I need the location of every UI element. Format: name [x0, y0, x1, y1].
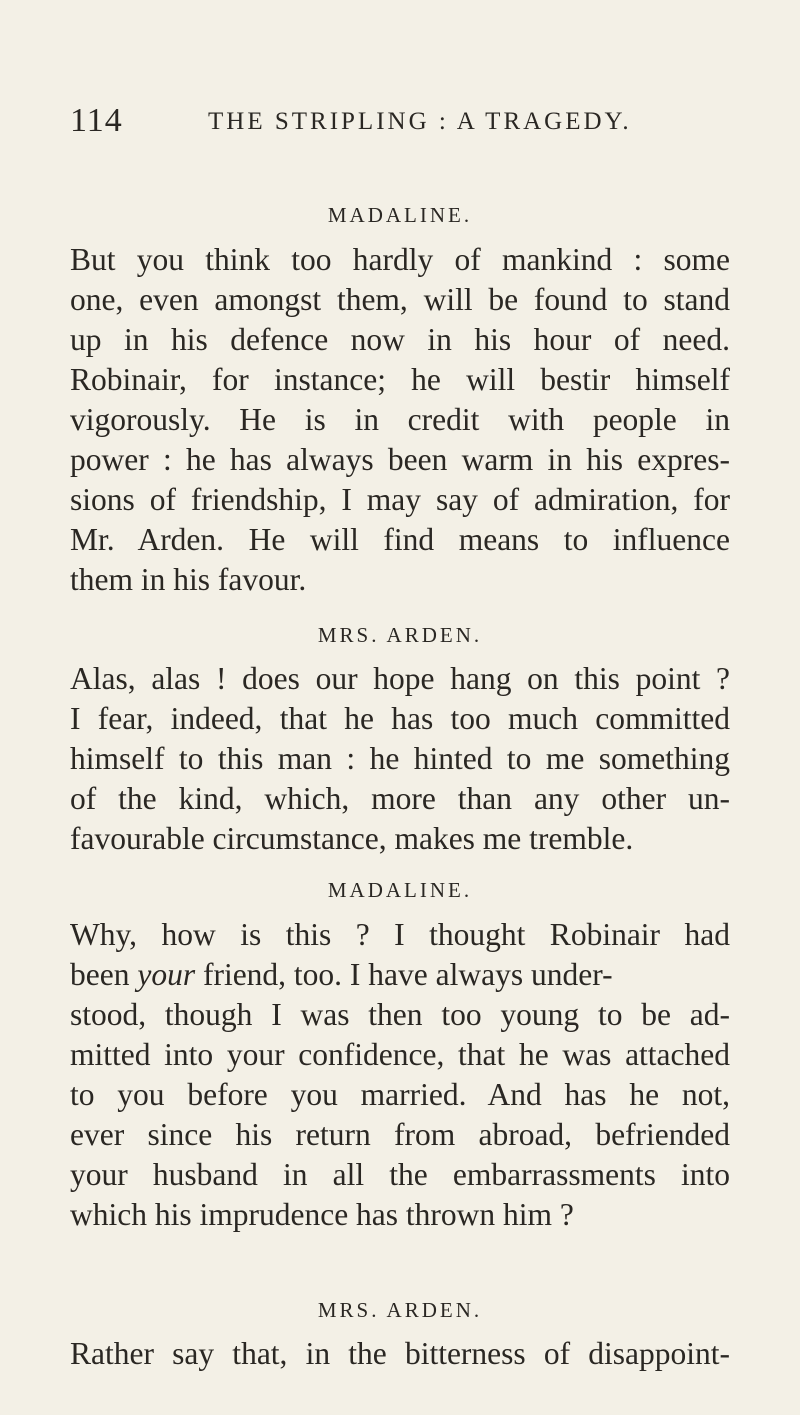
- text-line: of the kind, which, more than any other un-: [70, 781, 730, 816]
- text-line: sions of friendship, I may say of admiration, for: [70, 482, 730, 517]
- text-line: Rather say that, in the bitterness of disappoint-: [70, 1336, 730, 1371]
- text-line: I fear, indeed, that he has too much committed: [70, 701, 730, 736]
- text-line: Why, how is this ? I thought Robinair had: [70, 917, 730, 952]
- text-line: favourable circumstance, makes me tremble.: [70, 821, 634, 856]
- text-line: which his imprudence has thrown him ?: [70, 1197, 574, 1232]
- text-line: ever since his return from abroad, befriended: [70, 1117, 730, 1152]
- text-line: vigorously. He is in credit with people in: [70, 402, 730, 437]
- speaker-name: MRS. ARDEN.: [317, 1298, 483, 1322]
- text-line: stood, though I was then too young to be ad-: [70, 997, 730, 1032]
- text-segment: friend, too. I have always under-: [202, 957, 613, 992]
- page-number: 114: [70, 102, 123, 139]
- text-line: But you think too hardly of mankind : some: [70, 242, 730, 277]
- text-line: mitted into your confidence, that he was attached: [70, 1037, 730, 1072]
- text-line: Mr. Arden. He will find means to influence: [70, 522, 730, 557]
- text-line-with-emphasis: [70, 959, 730, 991]
- speaker-name: MRS. ARDEN.: [317, 623, 483, 647]
- text-line: to you before you married. And has he not,: [70, 1077, 730, 1112]
- text-line: up in his defence now in his hour of need.: [70, 322, 730, 357]
- text-line: Alas, alas ! does our hope hang on this point ?: [70, 661, 730, 696]
- speaker-name: MADALINE.: [327, 203, 473, 227]
- text-segment: been: [70, 957, 130, 992]
- emphasized-word: your: [137, 957, 196, 992]
- speaker-name: MADALINE.: [327, 878, 473, 902]
- text-line: himself to this man : he hinted to me something: [70, 741, 730, 776]
- text-line: power : he has always been warm in his expres-: [70, 442, 730, 477]
- text-line: Robinair, for instance; he will bestir himself: [70, 362, 730, 397]
- running-head: [70, 98, 730, 144]
- running-title: THE STRIPLING : A TRAGEDY.: [208, 108, 632, 135]
- text-line: one, even amongst them, will be found to stand: [70, 282, 730, 317]
- text-line: your husband in all the embarrassments into: [70, 1157, 730, 1192]
- text-line: them in his favour.: [70, 562, 307, 597]
